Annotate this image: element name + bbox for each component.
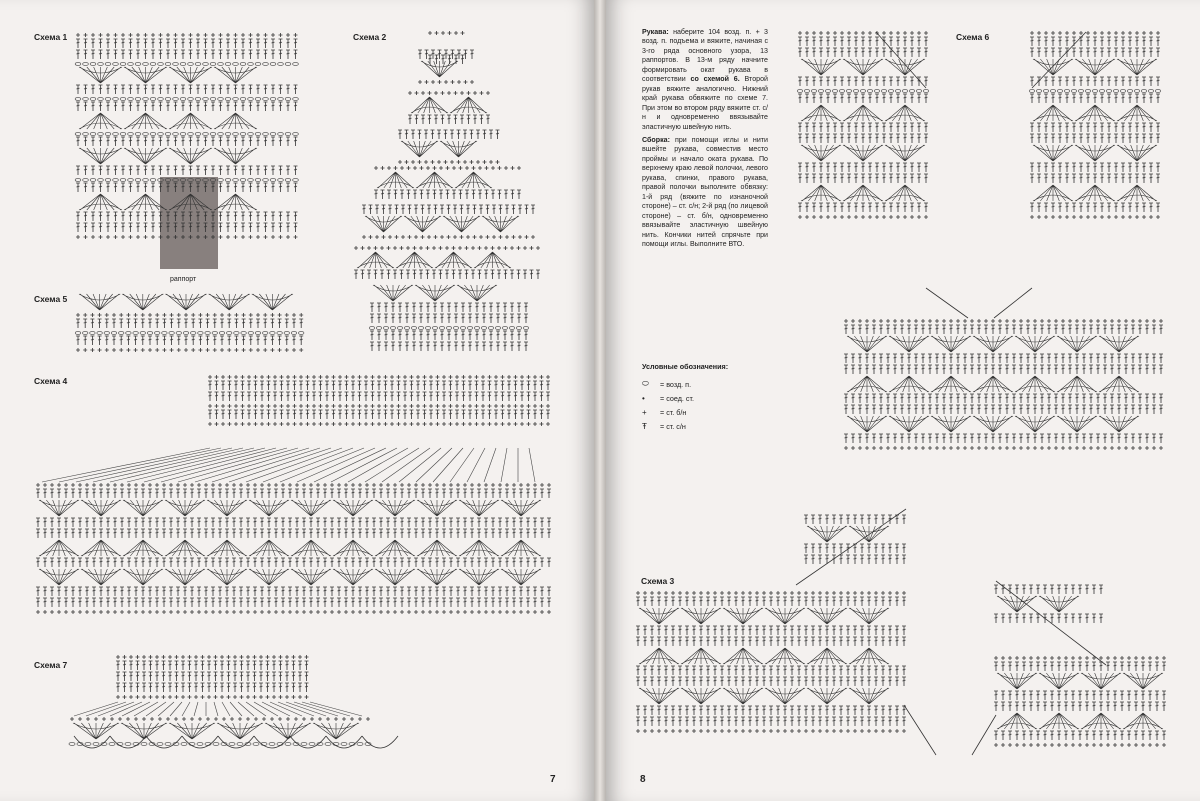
legend-item [642,405,772,419]
chain-stitch-icon: ⬭ [642,379,649,388]
assembly-paragraph [642,136,768,249]
assembly-body: при помощи иглы и нити вшейте рукава, совместив место проймы и начало оката рукава. По верхнему краю левой полочки, левого рукава, спинки, правого рукава, правой полочки выполните обвязку: 1-й ряд (вяжите по изнаночной стороне) – ст. с/н; 2-й ряд (по лицевой стороне) – ст. б/н, одновременно ввязывайте эластичную швейную нить. Кончики нитей спрячьте при помощи иглы. Выполните ВТО. [642,135,768,248]
legend-item [642,391,772,405]
scheme-2-title: Схема 2 [353,32,387,42]
slip-stitch-icon: • [642,393,645,403]
scheme-4-title: Схема 4 [34,376,68,386]
page-number-right: 8 [640,774,646,785]
legend [642,362,772,433]
scheme-6-title: Схема 6 [956,32,990,42]
rapport-label: раппорт [170,276,197,283]
scheme-5-title: Схема 5 [34,294,68,304]
scheme-7-title: Схема 7 [34,660,68,670]
scheme-3-chart [636,505,1168,757]
scheme-5-chart [74,290,306,356]
legend-label: = возд. п. [660,379,692,389]
legend-label: = ст. б/н [660,407,687,417]
page-number-left: 7 [550,774,556,785]
sleeves-paragraph [642,28,768,132]
scheme-6-chart [796,28,1168,498]
scheme-7-chart [70,652,370,760]
assembly-heading: Сборка: [642,135,670,144]
single-crochet-icon: + [642,407,647,417]
legend-item [642,419,772,433]
sleeves-scheme-ref: со схемой 6. [690,75,740,84]
scheme-1-title: Схема 1 [34,32,68,42]
scheme-2-chart [356,30,544,356]
scheme-1-chart [74,30,306,275]
sleeves-body-2: Второй рукав вяжите аналогично. Нижний край рукава обвяжите по схеме 7. При этом во втором ряду вяжите ст. с/н и одновременно ввязывайте эластичную швейную нить. [642,75,769,131]
double-crochet-icon: Ŧ [642,421,647,431]
book-gutter [594,0,606,801]
sleeves-heading: Рукава: [642,28,669,36]
legend-label: = ст. с/н [660,421,686,431]
instructions-text [642,28,768,253]
legend-label: = соед. ст. [660,393,694,403]
legend-item [642,377,772,391]
sleeves-body: наберите 104 возд. п. + 3 возд. п. подъема и вяжите, начиная с 3-го ряда основного узора, 13 раппортов. В 13-м ряду начните формировать окат рукава в соответствии [642,28,768,84]
scheme-4-chart [34,370,554,636]
legend-title: Условные обозначения: [642,362,729,371]
scheme-3-title: Схема 3 [641,576,675,586]
